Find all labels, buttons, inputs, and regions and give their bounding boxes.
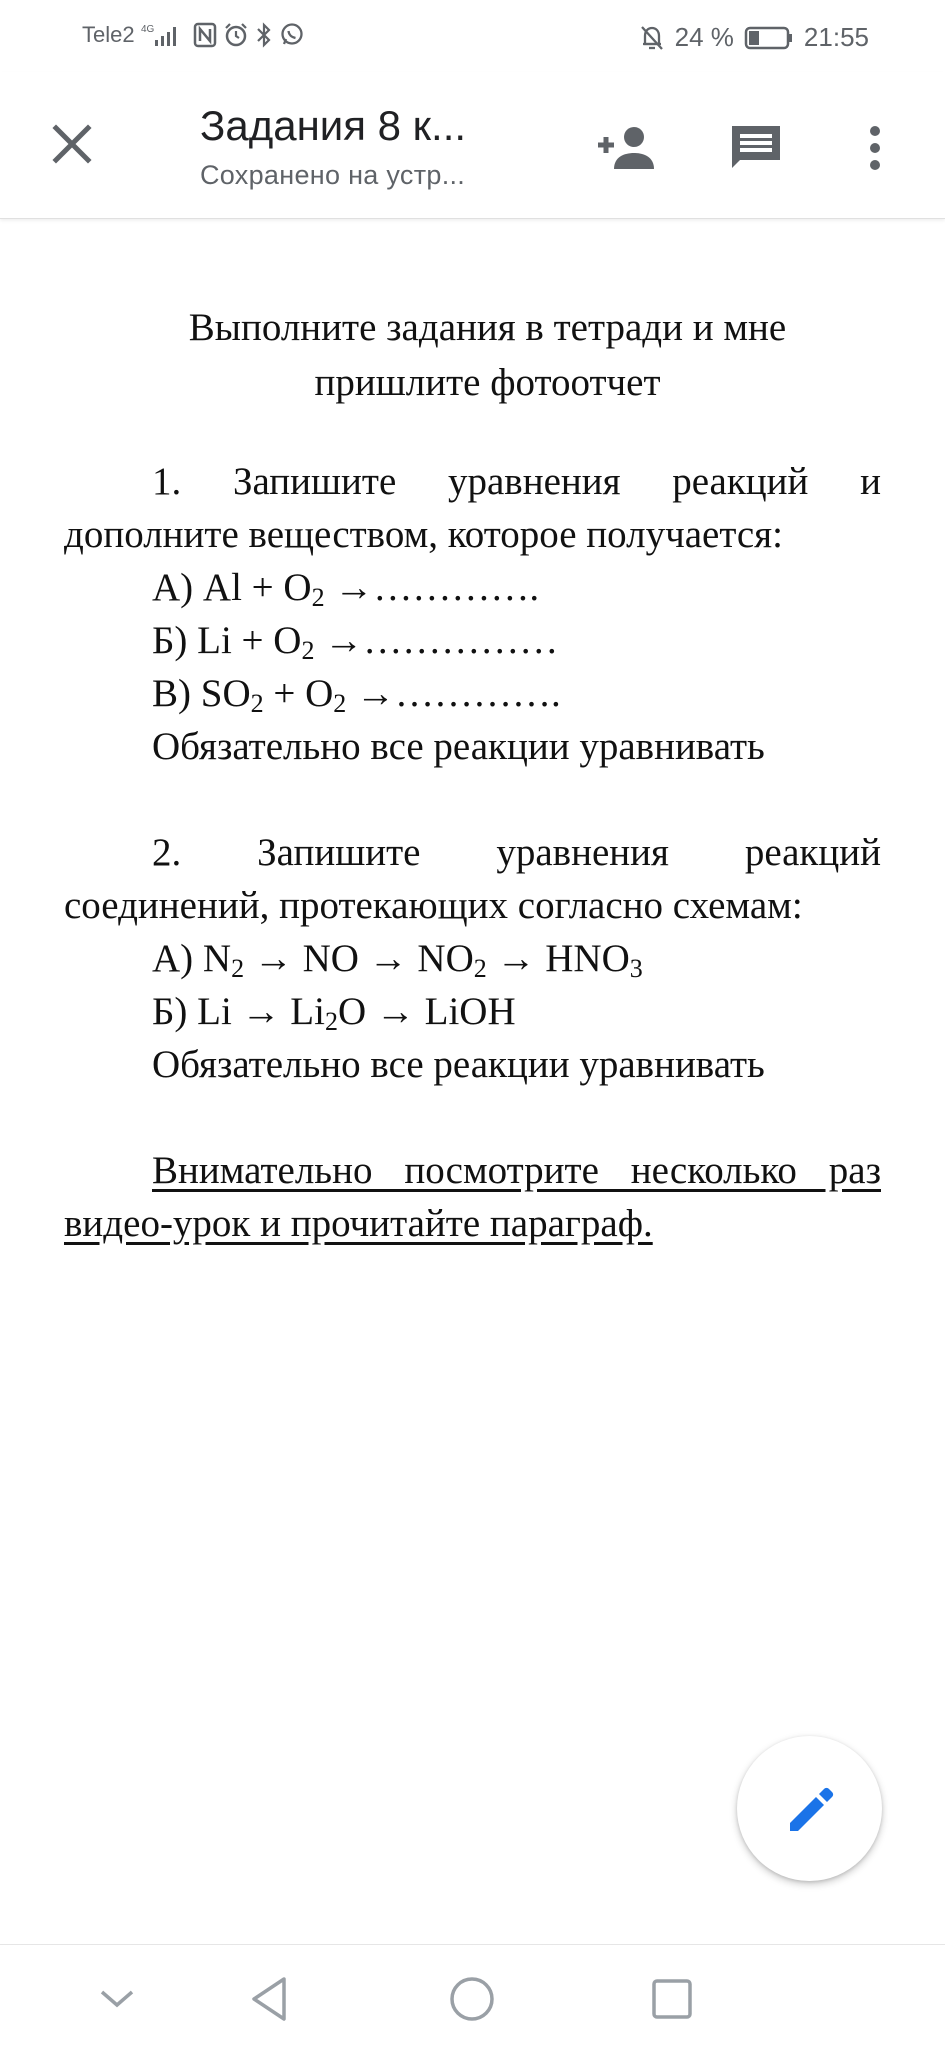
- close-icon: [50, 122, 94, 166]
- recents-button[interactable]: [642, 1969, 702, 2029]
- title-block: [200, 102, 560, 191]
- document-heading: [64, 300, 881, 410]
- task-1-note: Обязательно все реакции уравнивать: [152, 725, 765, 768]
- carrier-label: Tele2: [82, 22, 135, 47]
- task-2-note: Обязательно все реакции уравнивать: [152, 1043, 765, 1086]
- heading-line-2: пришлите фотоотчет: [314, 361, 661, 404]
- chevron-down-icon: [97, 1987, 137, 2011]
- notifications-off-icon: [639, 24, 665, 52]
- document-body: [64, 300, 881, 1250]
- pencil-icon: [782, 1781, 838, 1837]
- back-button[interactable]: [240, 1969, 300, 2029]
- nfc-icon: [193, 22, 217, 48]
- edit-button[interactable]: [737, 1736, 882, 1881]
- battery-icon: [744, 25, 794, 51]
- task-1-intro: 1. Запишите уравнения реакций и дополните веществом, которое получается:: [64, 460, 881, 556]
- task-2-intro: 2. Запишите уравнения реакций соединений, протекающих согласно схемам:: [64, 831, 881, 927]
- document-title: Задания 8 к...: [200, 102, 467, 149]
- battery-percent: 24 %: [674, 22, 734, 52]
- heading-line-1: Выполните задания в тетради и мне: [188, 306, 787, 349]
- status-bar-right: [639, 22, 869, 53]
- hide-navbar-button[interactable]: [87, 1969, 147, 2029]
- bluetooth-icon: [255, 22, 273, 48]
- more-vert-icon: [868, 123, 882, 173]
- spacer: [64, 773, 881, 826]
- home-button[interactable]: [442, 1969, 502, 2029]
- status-bar: [0, 0, 945, 72]
- recents-square-icon: [650, 1977, 694, 2021]
- navigation-bar: [0, 1944, 945, 2049]
- more-options-button[interactable]: [850, 116, 900, 180]
- task-1-item-c: В) $SO_2 + O_2$ →………….: [152, 672, 561, 718]
- task-2-item-a: А) $N_2$ → NO → $NO_2 \to HNO_3$: [152, 937, 643, 983]
- back-triangle-icon: [248, 1975, 292, 2023]
- task-1-item-a: А) $Al + O_2$ →………….: [152, 566, 540, 612]
- alarm-icon: [223, 22, 249, 48]
- clock: 21:55: [803, 22, 869, 52]
- spacer: [64, 1091, 881, 1144]
- status-bar-left: [82, 22, 305, 48]
- share-button[interactable]: [596, 116, 660, 180]
- comments-button[interactable]: [724, 116, 788, 180]
- footer-instruction: Внимательно посмотрите несколько раз видео-урок и прочитайте параграф.: [64, 1149, 881, 1245]
- save-status: Сохранено на устр...: [200, 160, 466, 190]
- comment-icon: [728, 120, 784, 176]
- add-person-icon: [596, 123, 660, 173]
- signal-icon: [141, 22, 187, 48]
- network-type-label: 4G: [140, 24, 154, 35]
- task-1-item-b: Б) $Li + O_2$ →……………: [152, 619, 559, 665]
- task-2-item-b: Б) $Li \to Li_2O$ → LiOH: [152, 990, 516, 1036]
- whatsapp-icon: [279, 22, 305, 48]
- home-circle-icon: [448, 1975, 496, 2023]
- app-bar: [0, 72, 945, 219]
- close-button[interactable]: [44, 116, 100, 172]
